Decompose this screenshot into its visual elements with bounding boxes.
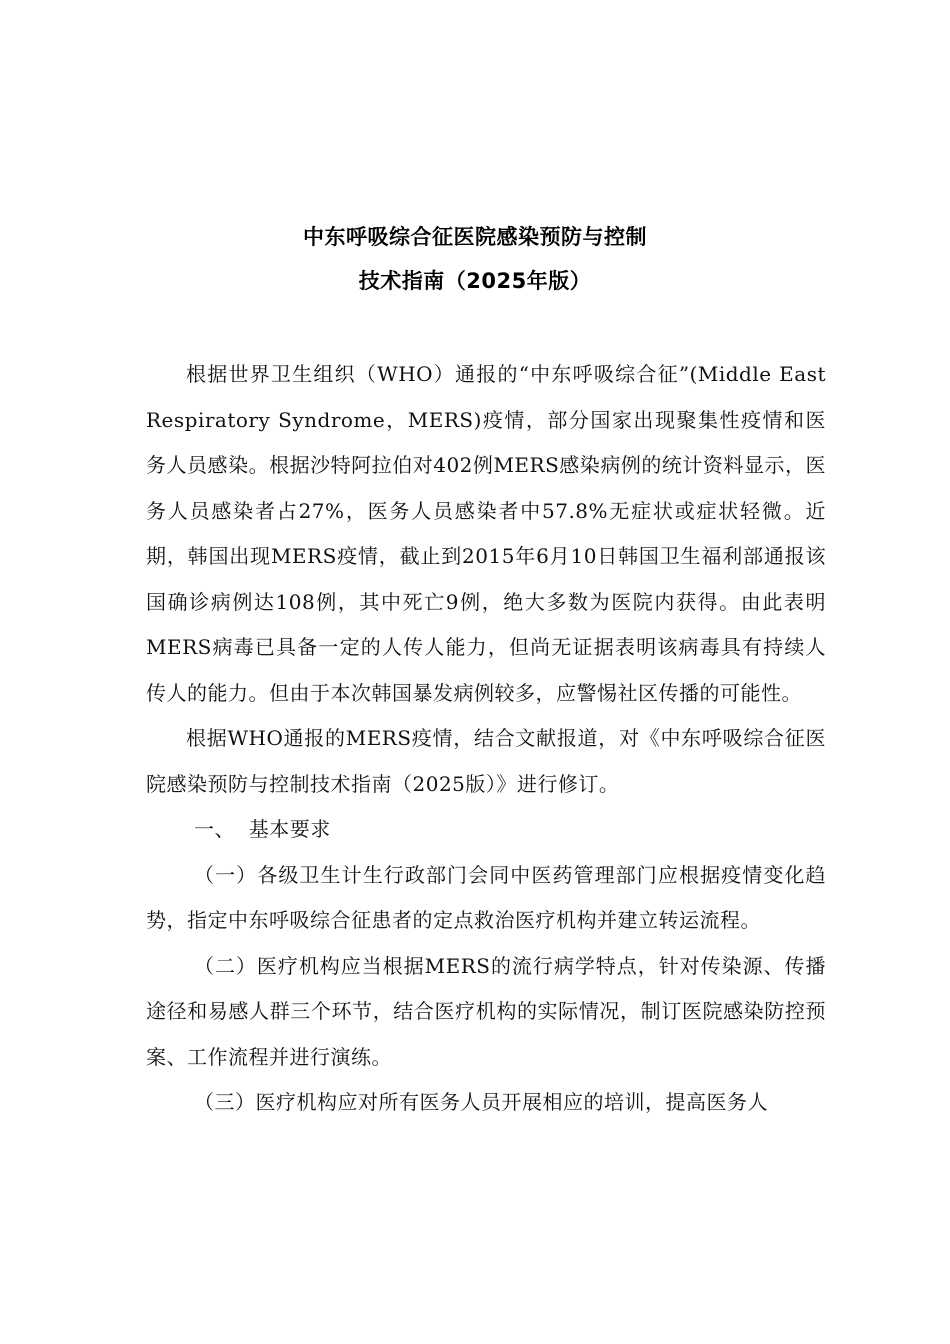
paragraph-revision: 根据WHO通报的MERS疫情，结合文献报道，对《中东呼吸综合征医院感染预防与控制技术指南（2025版）》进行修订。	[146, 726, 826, 796]
list-item: （二）医疗机构应当根据MERS的流行病学特点，针对传染源、传播途径和易感人群三个环节，结合医疗机构的实际情况，制订医院感染防控预案、工作流程并进行演练。	[146, 953, 826, 1069]
list-item: （一）各级卫生计生行政部门会同中医药管理部门应根据疫情变化趋势，指定中东呼吸综合征患者的定点救治医疗机构并建立转运流程。	[146, 862, 826, 932]
document-body	[146, 352, 826, 1126]
document-title-line-1: 中东呼吸综合征医院感染预防与控制	[303, 225, 647, 249]
document-title-line-2: 技术指南（2025年版）	[358, 269, 592, 293]
section-heading-basic-requirements: 一、 基本要求	[194, 817, 331, 841]
paragraph-intro: 根据世界卫生组织（WHO）通报的“中东呼吸综合征”(Middle East Respiratory Syndrome，MERS)疫情，部分国家出现聚集性疫情和医务人员感染。根据沙特阿拉伯对402例MERS感染病例的统计资料显示，医务人员感染者占27%，医务人员感染者中57.8%无症状或症状轻微。近期，韩国出现MERS疫情，截止到2015年6月10日韩国卫生福利部通报该国确诊病例达108例，其中死亡9例，绝大多数为医院内获得。由此表明MERS病毒已具备一定的人传人能力，但尚无证据表明该病毒具有持续人传人的能力。但由于本次韩国暴发病例较多，应警惕社区传播的可能性。	[146, 362, 826, 705]
list-item: （三）医疗机构应对所有医务人员开展相应的培训，提高医务人	[194, 1090, 768, 1114]
